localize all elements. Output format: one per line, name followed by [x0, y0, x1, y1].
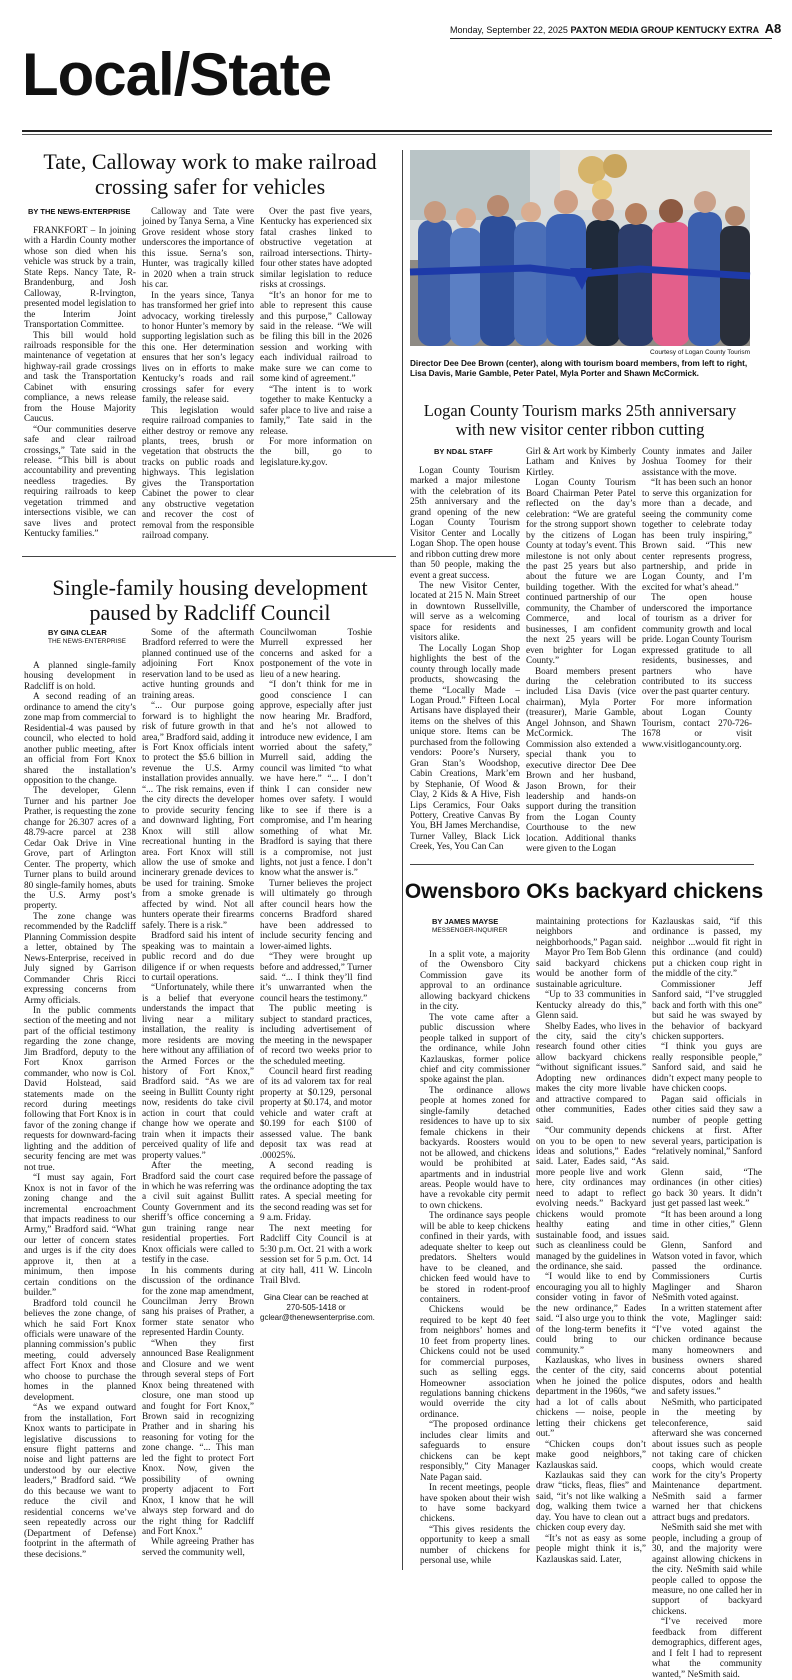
story1-column-2 — [142, 207, 254, 544]
story4-paragraph: “I’ve received more feedback from different demographics, different ages, and I felt I had to represent what the community wanted,” NeSmith said. — [652, 1617, 762, 1680]
story3-paragraph: The new Visitor Center, located at 215 N. Main Street in downtown Russellville, will serve as a welcoming space for residents and visitors alike. — [410, 580, 520, 644]
story1-paragraph: Calloway and Tate were joined by Tanya Serna, a Vine Grove resident whose story underscores the importance of this issue. Serna’s son, Hunter, was tragically killed in 2020 when a train struck his car. — [142, 207, 254, 291]
story4-paragraph-part: “It’s not as easy as some people might think it is,” Kazlauskas said. Later, — [536, 1533, 646, 1565]
story4-paragraph-continued: Kazlauskas said, “if this ordinance is passed, my neighbor ...would fit right in this ordinance (and could) put a chicken coup right in the middle of the city.” — [652, 917, 762, 980]
story2-paragraph: Bradford said his intent of speaking was to maintain a public record and do due diligence if or when requests to curtail operations. — [142, 931, 254, 983]
story2-column-2 — [142, 628, 254, 1566]
story4-paragraph: The ordinance says people will be able to keep chickens confined in their yards, with adequate shelter to keep out predators. Shelters would have to be cleaned, and chicken feed would have to be stored in rodent-proof containers. — [420, 1211, 530, 1305]
section-rule-thin — [22, 134, 772, 135]
story4-byline: BY JAMES MAYSE MESSENGER-INQUIRER — [432, 917, 508, 934]
story4-paragraph: “Chicken coups don’t make good neighbors,” Kazlauskas said. — [536, 1439, 646, 1471]
story2-paragraph: “... Our purpose going forward is to highlight the risk of future growth in that area,” Bradford said, adding it is Fort Knox officials intent to protect the $5.6 billion in revenue the U.S. Army installation provides annually. “... The risk remains, even if the city directs the developer to provide security fencing and downward lighting, Fort Knox will still allow recreational hunting in the area. Fort Knox will still allow the use of smoke and incinerary grenade devices to be used for training. Smoke from a smoke grenade is affected by wind. Not all hunters operate their firearms safely. There is a risk.” — [142, 701, 254, 931]
story4-paragraph: In a split vote, a majority of the Owensboro City Commission gave its approval to an ordinance allowing backyard chickens in the city. — [420, 950, 530, 1013]
story4-paragraph: Commissioner Jeff Sanford said, “I’ve struggled back and forth with this one” but said he was swayed by the behavior of backyard chicken supporters. — [652, 979, 762, 1042]
story3-paragraph-part: The Locally Logan Shop highlights the best of the county through locally made products, showcasing the theme “Locally Made – Logan Proud.” Fifteen Local Artisans have displayed their items on the shelves of this unique store. Items can be purchased from the following vendors: Poore’s Nursery, Gran Stan’s Woodshop, Cabin Creations, Mark’em by Stephanie, Of Wood & Clay, 2 Kids & A Hive, Fish Lips Ceramics, Four Oaks Pottery, Creative Canvas By You, BH James Merchandise, Turner Valley, Black Lick Creek, Yes, You Can Can — [410, 643, 520, 853]
story4-paragraph: Glenn said, “The ordinances (in other cities) go back 30 years. It didn’t just get passed last week.” — [652, 1167, 762, 1210]
story2-paragraph-part: While agreeing Prather has served the community well, — [142, 1537, 254, 1558]
story1-paragraph: This bill would hold railroads responsible for the maintenance of vegetation at highway-rail grade crossings and task the Transportation Cabinet with ensuring compliance, a news release from the House Majority Caucus. — [24, 330, 136, 425]
story4-paragraph: “I think you guys are really responsible people,” Sanford said, and said he didn’t expect many people to have chicken coops. — [652, 1042, 762, 1095]
story4-paragraph: Chickens would be required to be kept 40 feet from neighbors’ homes and 10 feet from property lines. Chickens could not be used for commercial purposes, such as selling eggs. Homeowner association regulations banning chickens would override the city ordinance. — [420, 1305, 530, 1420]
story3-paragraph: For more information about Logan County Tourism, contact 270-726-1678 or visit www.visitlogancounty.org. — [642, 697, 752, 750]
story4-paragraph: “It has been around a long time in other cities,” Glenn said. — [652, 1209, 762, 1241]
ribbon-cutting-photo — [410, 150, 750, 346]
story4-paragraph: “Our community depends on you to be open to new ideas and solutions,” Eades said. Later, Eades said, “As more people live and work here, city ordinances may need to adapt to reflect evolving needs.” Backyard chickens would promote healthy eating and sustainable food, and issues such as cleanliness could be managed by the guidelines in the ordinance, she said. — [536, 1126, 646, 1272]
story2-paragraph: “I don’t think for me in good conscience I can approve, especially after just now hearing Mr. Bradford, and he’s not allowed to introduce new evidence, I am worried about the safety,” Murrell said, adding the council was limited “to what we have here.” “... I don’t think I can consider new homes over safety. I would like to see if there is a compromise, and I’m hearing something of what Mr. Bradford is saying that there is a compromise, not just lights, not just a fence. I don’t know what the answer is.” — [260, 680, 372, 879]
issue-date: Monday, September 22, 2025 — [450, 25, 568, 35]
story3-bottom-rule — [410, 864, 754, 865]
column-divider — [402, 150, 403, 1570]
story2-paragraph: The public meeting is subject to standard practices, including advertisement of the meeting in the newspaper of record two weeks prior to the scheduled meeting. — [260, 1004, 372, 1067]
section-title: Local/State — [22, 41, 332, 108]
story4-paragraph: Shelby Eades, who lives in the city, said the city’s research found other cities allow backyard chickens “without significant issues.” Adopting new ordinances makes the city more livable and attractive compared to other communities, Eades said. — [536, 1021, 646, 1126]
story1-bottom-rule — [22, 556, 396, 557]
story3-paragraph: Logan County Tourism marked a major milestone with the celebration of its 25th anniversary and the grand opening of the new Logan County Tourism Visitor Center and Locally Logan Shop. The open house and ribbon cutting drew more than 50 people, making the event a great success. — [410, 466, 520, 581]
ribbon-cutting-illustration — [410, 150, 750, 346]
story3-column-3 — [642, 447, 752, 856]
story3-paragraph-continued: County inmates and Jailer Joshua Toomey for their assistance with the move. — [642, 447, 752, 478]
story1-headline: Tate, Calloway work to make railroad crossing safer for vehicles — [43, 149, 377, 199]
story2-paragraph: A second reading of an ordinance to amend the city’s zone map from commercial to Residential-4 was paused by council, who elected to hold another public meeting, after an official from Fort Knox shared the installation’s opposition to the change. — [24, 692, 136, 786]
story4-paragraph: “I would like to end by encouraging you all to highly consider voting in favor of the new ordinance,” Eades said. “I also urge you to think of the long-term benefits it could bring to our community.” — [536, 1272, 646, 1356]
story4-paragraph: In a written statement after the vote, Maglinger said: “I’ve voted against the chicken ordinance because many homeowners and business owners shared concerns about potential disputes, odors and health and safety issues.” — [652, 1303, 762, 1398]
photo-caption: Director Dee Dee Brown (center), along with tourism board members, from left to right, Lisa Davis, Marie Gamble, Peter Patel, Myla Porter and Shawn McCormick. — [410, 359, 748, 378]
story2-paragraph: “I must say again, Fort Knox is not in favor of the zoning change and the incremental encroachment that impacts readiness to our Army,” Bradford said. “What our letter of concern states and urges is if the city does approve it, then at a minimum, then impose certain conditions on the builder.” — [24, 1173, 136, 1299]
story1-paragraph: “It’s an honor for me to able to represent this cause and this purpose,” Calloway said in the release. “We will be filing this bill in the 2026 session and working with each individual railroad to make sure we can come to some kind of agreement.” — [260, 290, 372, 385]
story2-paragraph: The developer, Glenn Turner and his partner Joe Prather, is requesting the zone change for 26.307 acres of a 48.79-acre parcel at 238 Cedar Oak Drive in Vine Grove, part of Arlington Center. The property, which Turner plans to build around 80 single-family homes, abuts the U.S. Army post’s property. — [24, 786, 136, 912]
story4-column-3 — [652, 917, 762, 1680]
story2-contact: Gina Clear can be reached at 270-505-1418 or gclear@thenewsenterprise.com. — [260, 1292, 375, 1322]
story4-paragraph: NeSmith, who participated in the meeting by teleconference, said afterward she was concerned about issues such as people not taking care of chicken coops, which would create work for the city’s Property Maintenance department. NeSmith said a farmer warned her that chickens attract bugs and predators. — [652, 1397, 762, 1523]
story4-paragraph-part: “This gives residents the opportunity to keep a small number of chickens for personal use, while — [420, 1524, 530, 1567]
story2-headline: Single-family housing development paused by Radcliff Council — [52, 575, 368, 625]
story2-paragraph: A planned single-family housing development in Radcliff is on hold. — [24, 661, 136, 692]
story2-paragraph: Bradford told council he believes the zone change, of which he said Fort Knox officials were unaware of the planning commission’s public meeting, could adversely affect Fort Knox and those who choose to purchase the homes in the planned development. — [24, 1298, 136, 1403]
story1-paragraph: In the years since, Tanya has transformed her grief into advocacy, working tirelessly to honor Hunter’s memory by supporting legislation such as this one. Her determination ensures that her son’s legacy lives on in efforts to make Kentucky’s roads and rail crossings safer for every family, the release said. — [142, 290, 254, 406]
story4-paragraph: Mayor Pro Tem Bob Glenn said backyard chickens would be another form of sustainable agriculture. — [536, 948, 646, 990]
page-number: A8 — [764, 21, 782, 36]
story4-paragraph-continued: maintaining protections for neighbors and neighborhoods,” Pagan said. — [536, 917, 646, 948]
story1-paragraph: This legislation would require railroad companies to either destroy or remove any plants, trees, brush or vegetation that obstructs the tracks on public roads and highways. This legislation gives the Transportation Cabinet the power to clear any obstructive vegetation and recover the cost of removal from the responsible railroad company. — [142, 405, 254, 542]
story4-paragraph: Kazlaukas said they can draw “ticks, fleas, flies” and said, “it’s not like walking a dog, walking them twice a day. You have to clean out a chicken coup every day. — [536, 1471, 646, 1534]
story4-paragraph: The vote came after a public discussion where people talked in support of the ordinance, while John Kazlauskas, former police chief and city commissioner spoke against the plan. — [420, 1012, 530, 1086]
story2-paragraph: Council heard first reading of its ad valorem tax for real property at $0.129, personal property at $0.174, and motor vehicle and water craft at $0.199 for each $100 of assessed value. The bank deposit tax was read at .00025%. — [260, 1067, 372, 1161]
story1-column-1 — [24, 226, 136, 544]
story2-column-1 — [24, 661, 136, 1566]
story4-paragraph: Glenn, Sanford and Watson voted in favor, which passed the ordinance. Commissioners Curtis Maglinger and Sharon NeSmith voted against. — [652, 1241, 762, 1304]
edition-name: KENTUCKY EXTRA — [676, 25, 760, 35]
story2-paragraph: Some of the aftermath Bradford referred to were the planned continued use of the adjoining Fort Knox reservation land to be used as active hunting grounds and training areas. — [142, 628, 254, 701]
story1-paragraph: “Our communities deserve safe and clear railroad crossings,” Tate said in the release. “This bill is about accountability and preventing needless tragedies. By requiring railroads to keep vegetation trimmed and intersections visible, we can save lives and protect Kentucky families.” — [24, 424, 136, 540]
story3-column-2 — [526, 447, 636, 856]
story2-byline: BY GINA CLEAR THE NEWS-ENTERPRISE — [48, 628, 127, 645]
story4-paragraph: Pagan said officials in other cities said they saw a number of people getting chickens at first. After several years, participation is “relatively nominal,” Sanford said. — [652, 1094, 762, 1168]
story2-paragraph: Turner believes the project will ultimately go through after council hears how the concerns Bradford shared have been addressed to include security fencing and lower-aimed lights. — [260, 878, 372, 952]
story3-paragraph: “It has been such an honor to serve this organization for more than a decade, and seeing the community come together to celebrate today has been truly inspiring,” Brown said. “This new center represents progress, partnership, and pride in Logan County, and I’m excited for what’s ahead.” — [642, 478, 752, 593]
story3-paragraph: Logan County Tourism Board Chairman Peter Patel reflected on the day’s celebration: “We are grateful for the strong support shown by the citizens of Logan County at today’s event. This milestone is not only about the past 25 years but also about the future we are building together. With the continued partnership of our community, the Chamber of Commerce, and local businesses, I am confident the next 25 years will be even brighter for Logan County.” — [526, 478, 636, 667]
story2-paragraph: The zone change was recommended by the Radcliff Planning Commission despite a letter, obtained by The News-Enterprise, received in July signed by Garrison Commander Chris Ricci expressing concerns from Army officials. — [24, 911, 136, 1006]
story2-paragraph: “They were brought up before and addressed,” Turner said. “... I think they’ll find it’s unwarranted when the council hears the testimony.” — [260, 952, 372, 1004]
story4-paragraph: “The proposed ordinance includes clear limits and safeguards to ensure chickens can be kept responsibly,” City Manager Nate Pagan said. — [420, 1420, 530, 1483]
publication-name: PAXTON MEDIA GROUP — [570, 25, 674, 35]
story4-column-2 — [536, 917, 646, 1566]
story2-paragraph: After the meeting, Bradford said the court case in which he was referring was a civil suit against Bullitt County Government and its sheriff’s office concerning a gun training range near residential properties. Fort Knox officials were called to testify in the case. — [142, 1161, 254, 1266]
story2-column-3 — [260, 628, 375, 1566]
story1-paragraph: For more information on the bill, go to legislature.ky.gov. — [260, 436, 372, 468]
story2-paragraph: In his comments during discussion of the ordinance for the zone map amendment, Councilman Jerry Brown sang his praises of Prather, a former state senator who represented Hardin County. — [142, 1265, 254, 1339]
story2-paragraph: In the public comments section of the meeting and not part of the official testimony regarding the zone change, Jim Bradford, deputy to the Fort Knox garrison commander, who now is Col. David Holstead, said statements made on the record during meetings following that Fort Knox is in favor of the zoning change if requests for downward-facing lighting and the addition of security fencing are met was not true. — [24, 1005, 136, 1173]
story2-paragraph-continued: Councilwoman Toshie Murrell expressed her concerns and asked for a postponement of the vote in lieu of a new hearing. — [260, 628, 372, 680]
story4-column-1 — [420, 950, 530, 1566]
folio-line — [450, 21, 782, 36]
story1-paragraph: Over the past five years, Kentucky has experienced six fatal crashes linked to obstructive vegetation at railroad intersections. Thirty-four other states have adopted similar legislation to reduce risks at crossings. — [260, 207, 372, 291]
story4-paragraph: The ordinance allows people at homes zoned for single-family detached residences to have up to six female chickens in their backyards. Roosters would not be allowed, and chickens would be prohibited at apartments and in industrial areas. People would have to have a revokable city permit to own chickens. — [420, 1085, 530, 1211]
story4-paragraph: “Up to 33 communities in Kentucky already do this,” Glenn said. — [536, 990, 646, 1022]
story1-paragraph: FRANKFORT – In joining with a Hardin County mother whose son died when his vehicle was struck by a train, State Reps. Nancy Tate, R-Brandenburg, and Josh Calloway, R-Irvington, presented model legislation to the Interim Joint Transportation Committee. — [24, 226, 136, 331]
story2-paragraph: The next meeting for Radcliff City Council is at 5:30 p.m. Oct. 21 with a work session set for 5 p.m. Oct. 14 at city hall, 411 W. Lincoln Trail Blvd. — [260, 1223, 372, 1287]
story1-column-3 — [260, 207, 372, 544]
story4-headline: Owensboro OKs backyard chickens — [404, 880, 764, 903]
story2-paragraph: “When they first announced Base Realignment and Closure and we went through several steps of Fort Knox being threatened with closure, one man stood up and fought for Fort Knox,” Brown said in recognizing Prather and in sharing his reasoning for voting for the zone change. “... This man led the fight to protect Fort Knox. Now, given the possibility of owning property adjacent to Fort Knox, I know that he will always step forward and do the right thing for Radcliff and Fort Knox.” — [142, 1338, 254, 1537]
story3-paragraph: The open house underscored the importance of tourism as a driver for community growth and local pride. Logan County Tourism expressed gratitude to all residents, businesses, and partners who have contributed to its success over the past quarter century. — [642, 593, 752, 698]
section-rule — [22, 130, 772, 132]
story2-paragraph: “Unfortunately, while there is a belief that everyone understands the impact that living near a military installation, the reality is more residents are moving here without any affiliation of the Armed Forces or the history of Fort Knox,” Bradford said. “As we are seeing in Bullitt County right now, residents do take civil action in court that could change how we operate and train when it impacts their perceived quality of life and property values.” — [142, 983, 254, 1161]
story4-paragraph: In recent meetings, people have spoken about their wish to have some backyard chickens. — [420, 1483, 530, 1525]
story4-paragraph: Kazlauskas, who lives in the center of the city, said when he joined the police department in the 1960s, “we had a lot of calls about chickens — noise, people letting their chickens get out.” — [536, 1356, 646, 1440]
story4-paragraph: NeSmith said she met with people, including a group of 30, and the majority were against allowing chickens in the city. NeSmith said while people called to oppose the measure, no one called her in support of backyard chickens. — [652, 1523, 762, 1617]
story3-paragraph-part: Board members present during the celebration included Lisa Davis (vice chairman), Myla Porter (treasurer), Marie Gamble, Angel Johnson, and Shawn McCormick. The Commission also extended a special thank you to executive director Dee Dee Brown and her husband, Jason Brown, for their leadership and hands-on support during the transition from the Logan County Courthouse to the new location. Additional thanks were given to the Logan — [526, 666, 636, 855]
story3-paragraph-continued: Girl & Art work by Kimberly Latham and Knives by Kirtley. — [526, 447, 636, 478]
story3-column-1 — [410, 466, 520, 856]
story1-paragraph: “The intent is to work together to make Kentucky a safer place to live and raise a family,” Tate said in the release. — [260, 384, 372, 437]
story3-byline: BY ND&L STAFF — [434, 447, 493, 456]
story3-headline: Logan County Tourism marks 25th anniversary with new visitor center ribbon cutting — [423, 401, 737, 439]
folio-rule — [450, 38, 772, 39]
story2-paragraph: A second reading is required before the passage of the ordinance adopting the tax rates. A special meeting for the second reading was set for 9 a.m. Friday. — [260, 1161, 372, 1224]
photo-credit: Courtesy of Logan County Tourism — [650, 349, 750, 356]
story1-byline: BY THE NEWS-ENTERPRISE — [28, 207, 131, 216]
story2-paragraph: “As we expand outward from the installation, Fort Knox wants to participate in legislative discussions to ensure flight patterns and noise and light patterns are understood by our elective leaders,” Bradford said. “We do this because we want to reduce the civil and residential concerns we’ve seen repeatedly across our (Department of Defense) footprint in the aftermath of these decisions.” — [24, 1403, 136, 1560]
